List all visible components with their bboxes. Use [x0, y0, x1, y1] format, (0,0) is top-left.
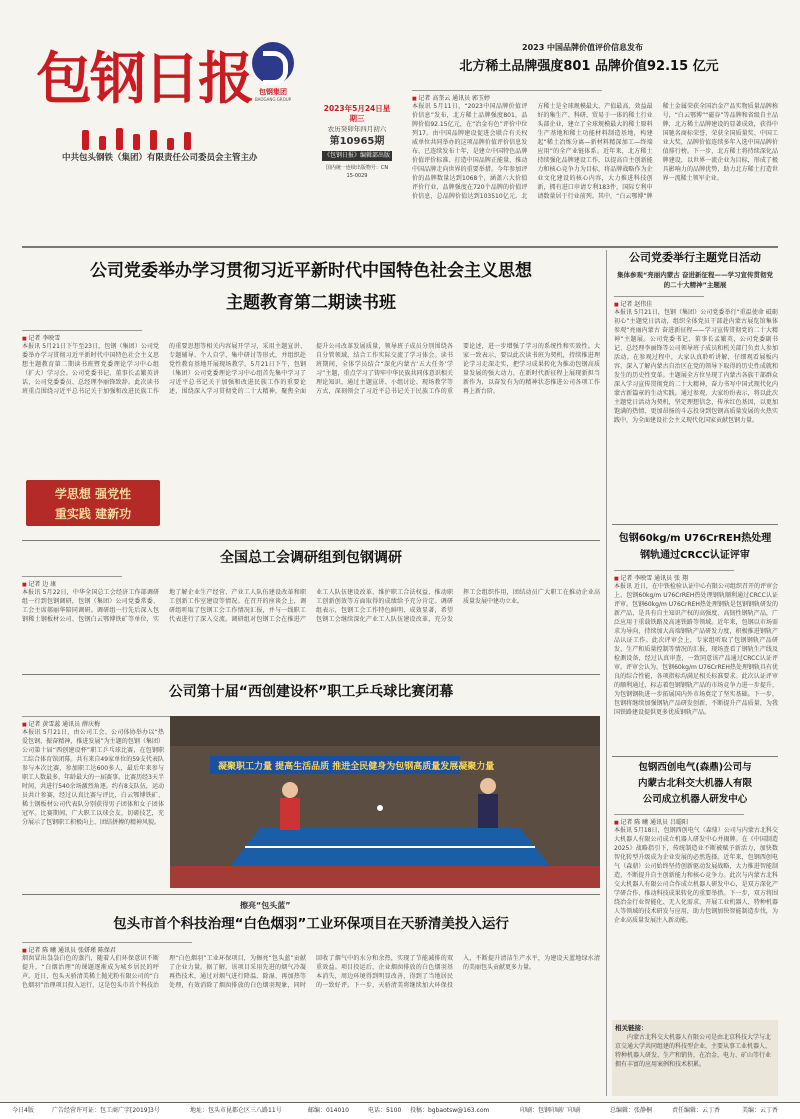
party-subheadline: 集体参观“亮丽内蒙古 奋进新征程——学习宣传贯彻党的二十大精神”主题展	[616, 271, 774, 289]
cn-code: 国内统一连续出版物号：CN 15-0029	[325, 165, 389, 179]
cleanup-body: 烟囱冒出袅袅白色的蒸汽，随着人们环保意识不断提升，“白烟治理”的课题逐渐成为城乡居民的呼声。近日，包头天骄清美稀土抛光粉有限公司的“白色烟羽”治理项目投入运行，这是包头市首个科技治理“白色烟羽”工业环保项目，为擦亮“包头蓝”贡献了企业力量。据了解，该项目采用先进的烟气冷凝再热技术，通过对烟气进行降温、除湿、再加热等处理，有效消除了烟囱排放的白色烟羽现象，同时回收了烟气中的水分和余热，实现了节能减排的双重效益。项目投运后，企业烟囱排放的白色烟羽基本消失，周边环境得到明显改善，得到了当地居民的一致好评。下一步，天骄清美将继续加大环保投入，不断提升清洁生产水平，为建设天蓝地绿水清的美丽包头贡献更多力量。	[22, 955, 600, 989]
footer-page: 今日4版	[12, 1107, 34, 1114]
lunar-date: 农历癸卯年四月初六	[327, 125, 387, 133]
issue-number: 第10965期	[329, 136, 385, 147]
union-divider	[22, 674, 600, 675]
study-badge-line1: 学思想 强党性	[54, 487, 132, 501]
footer-ad-license: 广告经营许可证：包工商广字[2019]3号	[52, 1107, 160, 1114]
photo-wall	[170, 716, 600, 746]
photo-floor	[170, 866, 600, 888]
steel-byline: ■ 记者 李映雪 通讯员 张 翔	[614, 570, 734, 582]
study-headline-line1: 公司党委举办学习贯彻习近平新时代中国特色社会主义思想	[90, 261, 532, 281]
column-divider	[606, 250, 607, 1096]
study-headline-line2: 主题教育第二期读书班	[226, 293, 396, 313]
baogang-logo-icon	[252, 42, 294, 84]
robot-related-box	[612, 1020, 778, 1096]
related-body: 内蒙古北科交大机器人有限公司是由北京科技大学与北京交通大学共同组建的科技型企业，主要从事工业机器人、特种机器人研发、生产和销售，在冶金、电力、矿山等行业拥有丰富的应用案例和技术积累。	[615, 1034, 772, 1068]
steel-headline-line1: 包钢60kg/m U76CrREH热处理	[618, 533, 772, 544]
cleanup-byline: ■ 记者 陈 曦 通讯员 张妍瑾 陈保君	[22, 942, 192, 954]
pingpong-byline: ■ 记者 黄雪蕊 通讯员 薛庆梅	[22, 716, 182, 728]
steel-headline-line2: 钢轨通过CRCC认证评审	[640, 550, 750, 561]
top-story-body: 本报讯 5月11日，“2023中国品牌价值评价信息”发布，北方稀土品牌强度801，品牌价值92.15亿元，在“冶金有色”评价中位列17。由中国品牌建设促进会联合有关权威单位共同举办的这项品牌价值评价信息发布，已连续发布十年，是建立中国特色品牌价值评价标准、打造中国品牌正能量，推动中国品牌走向世界的重要举措。今年参加评价的品牌数量达到1068个，涵盖六大价值评价行业，品牌强度在720个品牌的价值评价信息，总品牌价值达到103510亿元。北方稀土是全球规模最大、产值最高、效益最好的集生产、科研、贸易于一体的稀土行业头部企业，建立了全球规模最大的稀土原料生产基地和稀土功能材料制造基地，构建起“稀土冶炼分离—新材料精深加工—终端应用”的全产业链体系。近年来，北方稀土持续强化品牌建设工作，以提高自主创新能力和核心竞争力为目标，将品牌战略作为企业文化建设的核心内容，大力推进科技创新，拥有进口申请专利183件，国际专利申请数量居于行业前列。其中，“白云鄂博”牌稀土金属荣获全国冶金产品实物质量品牌称号，“白云鄂博”“磁谷”等品牌和省级自主品牌，北方稀土品牌建设的显著成效，获得中国驰名商标荣誉，荣获全国质量奖、中国工业大奖，品牌价值连续多年入选中国品牌价值排行榜。下一步，北方稀土将持续深化品牌建设，以世界一流企业为目标，形成了极具影响力的品牌优势，助力北方稀土打造世界一流稀土领军企业。	[412, 103, 778, 200]
footer-duty-editor: 责任编辑：云丁香	[672, 1107, 721, 1114]
cleanup-headline: 包头市首个科技治理“白色烟羽”工业环保项目在天骄清美投入运行	[113, 916, 509, 932]
page-footer	[0, 1102, 800, 1119]
masthead-title: 包钢日报	[36, 46, 252, 112]
footer-address: 地址：包头市昆都仑区三八路11号	[190, 1107, 282, 1114]
study-badge	[26, 480, 160, 526]
footer-designer: 美编：云丁香	[742, 1107, 779, 1114]
pingpong-photo	[170, 716, 600, 888]
footer-contribute: 投稿：bgbaotsw@163.com	[410, 1107, 490, 1114]
logo-text: 包钢集团	[259, 88, 287, 96]
pingpong-ball	[377, 805, 383, 811]
publisher: 《包钢日报》编辑部出版	[324, 152, 391, 159]
party-byline: ■ 记者 赵伟佳	[614, 296, 704, 308]
top-story-byline: ■ 记者 高奎云 通讯员 郭玉婷	[412, 90, 602, 102]
party-body: 本报讯 5月21日，包钢（集团）公司党委举行“重温使命 砥砺初心”主题党日活动，组织全体党员干部赴内蒙古展览馆集体参观“亮丽内蒙古 奋进新征程——学习宣传贯彻党的二十大精神”主题展。公司党委书记、董事长孟繁英，公司党委副书记、总经理李丽锋等公司领导班子成员和机关部门负责人参加活动。在参观过程中，大家认真聆听讲解，仔细观看展板内容，深入了解内蒙古自治区在党的领导下取得的历史性成就和发生的历史性变革。主题展全方位呈现了内蒙古各族干部群众深入学习宣传贯彻党的二十大精神，奋力书写中国式现代化内蒙古新篇章的生动实践。通过参观，大家纷纷表示，将以此次主题党日活动为契机，坚定理想信念，传承红色基因，以更加饱满的热情、更加昂扬的斗志投身到包钢高质量发展的火热实践中，为全面建设社会主义现代化国家贡献包钢力量。	[614, 309, 778, 424]
baogang-logo	[248, 42, 298, 104]
robot-byline: ■ 记者 陈 曦 通讯员 吕聪阳	[614, 814, 744, 826]
date-line: 2023年5月24日星期三	[323, 104, 391, 123]
steel-body: 本报讯 近日，在中铁检验认证中心有限公司组织召开的评审会上，包钢60kg/m U76CrREH热处理钢轨顺利通过CRCC认证评审。包钢60kg/m U76CrREH热处理钢轨是包钢钢轨研发的新产品，是具有自主知识产权的高强度、高韧性钢轨产品，广泛应用于重载铁路及高速铁路等领域。近年来，包钢以市场需求为导向，持续加大高端钢轨产品研发力度，积极推进钢轨产品认证工作。此次评审会上，专家组听取了包钢钢轨产品研发、生产和质量控制等情况的汇报，现场查看了钢轨生产线及检测设备，经过认真审查，一致同意该产品通过CRCC认证评审。评审会认为，包钢60kg/m U76CrREH热处理钢轨具有优良的综合性能，各项指标均满足相关标准要求。此次认证评审的顺利通过，标志着包钢钢轨产品的市场竞争力进一步提升，为包钢钢轨进一步拓展国内外市场奠定了坚实基础。下一步，包钢将继续加强钢轨产品研发创新，不断提升产品质量，为我国铁路建设提供更多优质钢轨产品。	[614, 583, 778, 716]
robot-headline-line3: 公司成立机器人研发中心	[642, 794, 748, 805]
robot-headline-line1: 包钢西创电气(森鼎)公司与	[638, 762, 752, 773]
robot-headline-line2: 内蒙古北科交大机器人有限	[637, 778, 752, 789]
footer-phone: 电话：5100	[368, 1107, 402, 1114]
player-left-body	[280, 798, 300, 830]
footer-printer: 印刷：包钢印刷厂印刷	[520, 1107, 581, 1114]
logo-subtext: BAOGANG GROUP	[254, 97, 292, 102]
study-body: 本报讯 5月21日下午至23日，包钢（集团）公司党委举办学习贯彻习近平新时代中国特色社会主义思想主题教育第二期读书班暨党委理论学习中心组（扩大）学习会。公司党委书记、董事长孟繁英讲话，公司党委委员、总经理李丽锋致辞。此次读书班重点围绕习近平总书记关于加强和改进民族工作的重要思想等相关内容展开学习，采用主题宣讲、专题辅导、个人自学、集中研讨等形式，并组织赴党性教育基地开展现场教学。5月21日下午，包钢（集团）公司党委理论学习中心组首先集中学习了习近平总书记关于加强和改进民族工作的重要论述，围绕深入学习贯彻党的二十大精神，聚焦全面提升公司改革发展质量，领导班子成员分别围绕各自分管领域，结合工作实际交流了学习体会。读书班期间，全体学员结合“深化内蒙古‘五大任务’学习”主题，重点学习了铸牢中华民族共同体意识相关理论知识，通过主题宣讲、小组讨论、现场教学等方式，深刻领会了习近平总书记关于民族工作的重要论述，进一步增强了学习的系统性和实效性。大家一致表示，要以此次读书班为契机，持续推进理论学习走深走实，把学习成果转化为推动包钢高质量发展的强大动力，在新时代新征程上展现新担当新作为，以奋发有为的精神状态推进公司各项工作再上新台阶。	[22, 343, 600, 395]
pingpong-headline: 公司第十届“西创建设杯”职工乒乓球比赛闭幕	[168, 684, 454, 700]
issue-info	[322, 104, 392, 180]
union-body: 本报讯 5月22日，中华全国总工会经济工作部调研组一行到包钢调研，包钢（集团）公司党委常委、工会主席郝丽华陪同调研。调研组一行先后深入包钢稀土钢板材公司、包钢白云鄂博铁矿等单位，实地了解企业生产经营、产业工人队伍建设改革和职工创新工作室建设等情况。在召开的座谈会上，调研组听取了包钢工会工作情况汇报，并与一线职工代表进行了深入交流。调研组对包钢工会在推进产业工人队伍建设改革、维护职工合法权益、推动职工创新创效等方面取得的成绩给予充分肯定。调研组表示，包钢工会工作特色鲜明、成效显著，希望包钢工会继续深化产业工人队伍建设改革，充分发挥工会组织作用，团结动员广大职工在推动企业高质量发展中建功立业。	[22, 589, 600, 623]
cleanup-tag: 擦亮“包头蓝”	[240, 901, 291, 910]
pingpong-body: 本报讯 5月21日，由公司工会、公司体协举办以“热爱包钢，振奋精神，推进发展”为主题的包钢（集团）公司第十届“西创建设杯”职工乒乓球比赛，在包钢职工综合体育馆闭幕。共有来自49家单位的59支代表队参与本次比赛，参加职工达600多人，最后年来参与职工人数最多、年龄最大的一届赛事。比赛历经3天半时间，共进行540余场激烈角逐。约有8支队伍，运动员共计参赛，经过认真比赛与评比，白云鄂博铁矿、稀土钢板材公司代表队分别获得男子团体和女子团体冠军。比赛期间，广大职工以球会友、切磋技艺，充分展示了包钢职工积极向上、团结拼搏的精神风貌。	[22, 729, 164, 826]
pingpong-photo-illustration	[170, 716, 600, 888]
union-headline: 全国总工会调研组到包钢调研	[220, 550, 402, 566]
steel-divider	[612, 756, 778, 757]
player-right-body	[478, 794, 498, 828]
player-left-head	[282, 782, 298, 798]
player-right-head	[480, 778, 496, 794]
study-byline: ■ 记者 李映雪	[22, 330, 142, 342]
pingpong-divider	[22, 894, 600, 895]
photo-banner-text: 凝聚职工力量 提高生活品质 推进全民健身为包钢高质量发展凝聚力量	[218, 762, 495, 772]
party-divider	[612, 524, 778, 525]
union-byline: ■ 记者 边 康	[22, 576, 122, 588]
party-headline: 公司党委举行主题党日活动	[629, 251, 761, 264]
robot-body: 本报讯 5月18日，包钢西创电气（森鼎）公司与内蒙古北科交大机器人有限公司成立机器人研发中心并揭牌。在《中国制造2025》战略指引下，传统制造业不断被赋予新活力，加快数智化转型升级成为企业发展的必然选择。近年来，包钢西创电气（森鼎）公司始终坚持创新驱动发展战略，大力推进智能制造，不断提升自主创新能力和核心竞争力。此次与内蒙古北科交大机器人有限公司合作成立机器人研发中心，是双方深化产学研合作、推动科技成果转化的重要举措。下一步，双方将围绕冶金行业智能化、无人化需求，开展工业机器人、特种机器人等领域的技术研发与应用，助力包钢加快智能制造步伐，为企业高质量发展注入新动能。	[614, 827, 778, 924]
footer-editor: 总编辑：张静桐	[610, 1107, 653, 1114]
related-title: 相关链接：	[615, 1024, 648, 1032]
masthead-subtitle: 中共包头钢铁（集团）有限责任公司委员会主管主办	[62, 153, 258, 163]
study-badge-line2: 重实践 建新功	[54, 507, 132, 521]
mongolian-script-title	[52, 126, 220, 150]
footer-zip: 邮编：014010	[308, 1107, 349, 1114]
top-story-headline: 北方稀土品牌强度801 品牌价值92.15 亿元	[459, 59, 719, 74]
study-divider	[22, 540, 600, 541]
top-story-kicker: 2023 中国品牌价值评价信息发布	[522, 43, 644, 52]
